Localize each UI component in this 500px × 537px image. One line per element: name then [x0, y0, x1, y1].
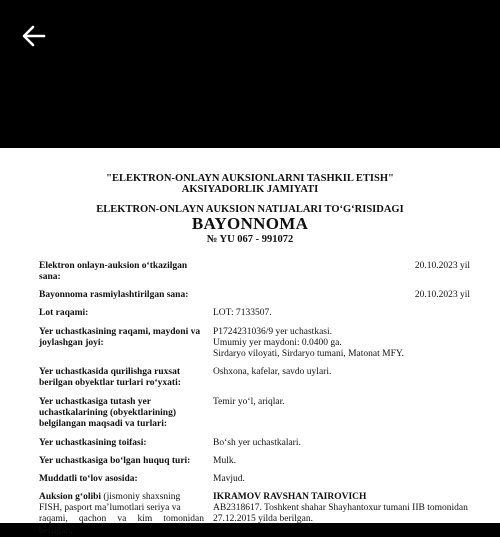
right-type-label: Yer uchastkasiga bo‘lgan huquq turi:: [39, 456, 191, 466]
plot-value-3: Sirdaryo viloyati, Sirdaryo tumani, Matonat MFY.: [213, 349, 404, 359]
winner-passport-date: 27.12.2015 yilda berilgan.: [213, 514, 313, 524]
right-type-value: Mulk.: [213, 456, 236, 466]
company-name-line-1: "ELEKTRON-ONLAYN AUKSIONLARNI TASHKIL ETISH": [106, 173, 394, 184]
adjacent-value: Temir yo‘l, ariqlar.: [213, 397, 285, 407]
auction-date-value: 20.10.2023 yil: [414, 261, 470, 271]
winner-label-1: [39, 492, 204, 504]
category-value: Bo‘sh yer uchastkalari.: [213, 438, 301, 448]
lot-label: Lot raqami:: [39, 308, 89, 318]
top-bar: [0, 0, 500, 148]
plot-label-2: joylashgan joyi:: [39, 338, 104, 348]
document-page: [0, 148, 500, 536]
winner-name: IKRAMOV RAVSHAN TAIROVICH: [213, 492, 367, 502]
winner-passport: AB2318617. Toshkent shahar Shayhantoxur tumani IIB tomonidan: [213, 503, 468, 513]
installment-value: Mavjud.: [213, 474, 245, 484]
document-title: BAYONNOMA: [191, 214, 309, 233]
plot-value-2: Umumiy yer maydoni: 0.0400 ga.: [213, 338, 342, 348]
lot-value: LOT: 7133507.: [213, 308, 272, 318]
permitted-value: Oshxona, kafelar, savdo uylari.: [213, 367, 332, 377]
document-number: № YU 067 - 991072: [206, 234, 294, 245]
installment-label: Muddatli to‘lov asosida:: [39, 474, 138, 484]
category-label: Yer uchastkasining toifasi:: [39, 438, 147, 448]
plot-value-1: P1724231036/9 yer uchastkasi.: [213, 327, 333, 337]
permitted-label-2: berilgan obyektlar turlari ro‘yxati:: [39, 378, 181, 388]
company-name-line-2: AKSIYADORLIK JAMIYATI: [181, 184, 319, 195]
adjacent-label-2: uchastkalarining (obyektlarining): [39, 408, 176, 418]
back-button[interactable]: [18, 20, 50, 52]
adjacent-label-3: belgilangan maqsadi va turlari:: [39, 419, 167, 429]
protocol-date-label: Bayonnoma rasmiylashtirilgan sana:: [39, 290, 189, 300]
winner-label-rest: (jismoniy shaxsning: [101, 492, 181, 502]
protocol-date-value: 20.10.2023 yil: [414, 290, 470, 300]
document-subject: ELEKTRON-ONLAYN AUKSION NATIJALARI TO‘G‘RISIDAGI: [96, 204, 404, 215]
adjacent-label-1: Yer uchastkasiga tutash yer: [39, 397, 151, 407]
plot-label-1: Yer uchastkasining raqami, maydoni va: [39, 327, 201, 337]
winner-label-2: FISH, pasport ma’lumotlari seriya va: [39, 503, 181, 513]
permitted-label-1: Yer uchastkasida qurilishga ruxsat: [39, 367, 181, 377]
winner-label-bold: Auksion g‘olibi: [39, 492, 102, 502]
auction-date-label-1: Elektron onlayn-auksion o‘tkazilgan: [39, 261, 188, 271]
winner-label-3: raqami, qachon va kim tomonidan berilgan,: [39, 514, 204, 536]
arrow-left-icon: [18, 20, 50, 52]
auction-date-label-2: sana:: [39, 272, 61, 282]
